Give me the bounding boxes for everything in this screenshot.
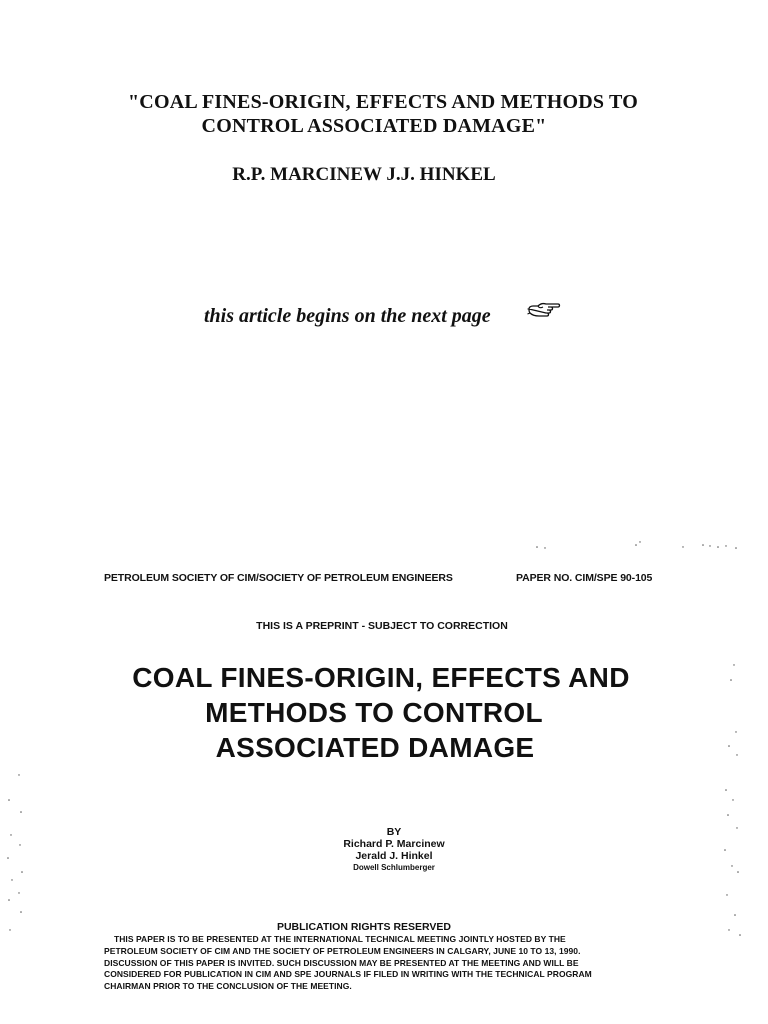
cover-authors: R.P. MARCINEW J.J. HINKEL [232,164,496,185]
cover-title-line-2: CONTROL ASSOCIATED DAMAGE" [201,115,547,137]
byline [10,826,768,874]
rights-line-1: THIS PAPER IS TO BE PRESENTED AT THE INTERNATIONAL TECHNICAL MEETING JOINTLY HOSTED BY THE [114,934,566,944]
paper-number: PAPER NO. CIM/SPE 90-105 [516,572,653,584]
paper-title [0,660,768,765]
cover-title [0,90,768,138]
begins-note: this article begins on the next page [204,305,491,327]
preprint-notice: THIS IS A PREPRINT - SUBJECT TO CORRECTION [256,620,508,632]
rights-body [104,934,656,993]
affiliation: Dowell Schlumberger [353,863,435,872]
author-1: Richard P. Marcinew [343,838,445,850]
rights-line-5: CHAIRMAN PRIOR TO THE CONCLUSION OF THE MEETING. [104,981,352,992]
author-2: Jerald J. Hinkel [355,850,433,862]
paper-title-line-2: METHODS TO CONTROL [205,697,543,728]
rights-line-2: PETROLEUM SOCIETY OF CIM AND THE SOCIETY OF PETROLEUM ENGINEERS IN CALGARY, JUNE 10 TO 13, 1990. [104,945,581,956]
paper-title-line-3: ASSOCIATED DAMAGE [215,732,535,763]
rights-line-4: CONSIDERED FOR PUBLICATION IN CIM AND SPE JOURNALS IF FILED IN WRITING WITH THE TECHNICAL PROGRAM [104,969,592,980]
rights-heading: PUBLICATION RIGHTS RESERVED [276,921,452,933]
cover-title-line-1: "COAL FINES-ORIGIN, EFFECTS AND METHODS TO [128,91,638,113]
paper-title-line-1: COAL FINES-ORIGIN, EFFECTS AND [132,662,630,693]
by-label: BY [386,826,402,838]
pointing-hand-icon [527,302,561,322]
society-line: PETROLEUM SOCIETY OF CIM/SOCIETY OF PETROLEUM ENGINEERS [104,572,453,584]
rights-line-3: DISCUSSION OF THIS PAPER IS INVITED. SUCH DISCUSSION MAY BE PRESENTED AT THE MEETING AND WILL BE [104,957,579,968]
